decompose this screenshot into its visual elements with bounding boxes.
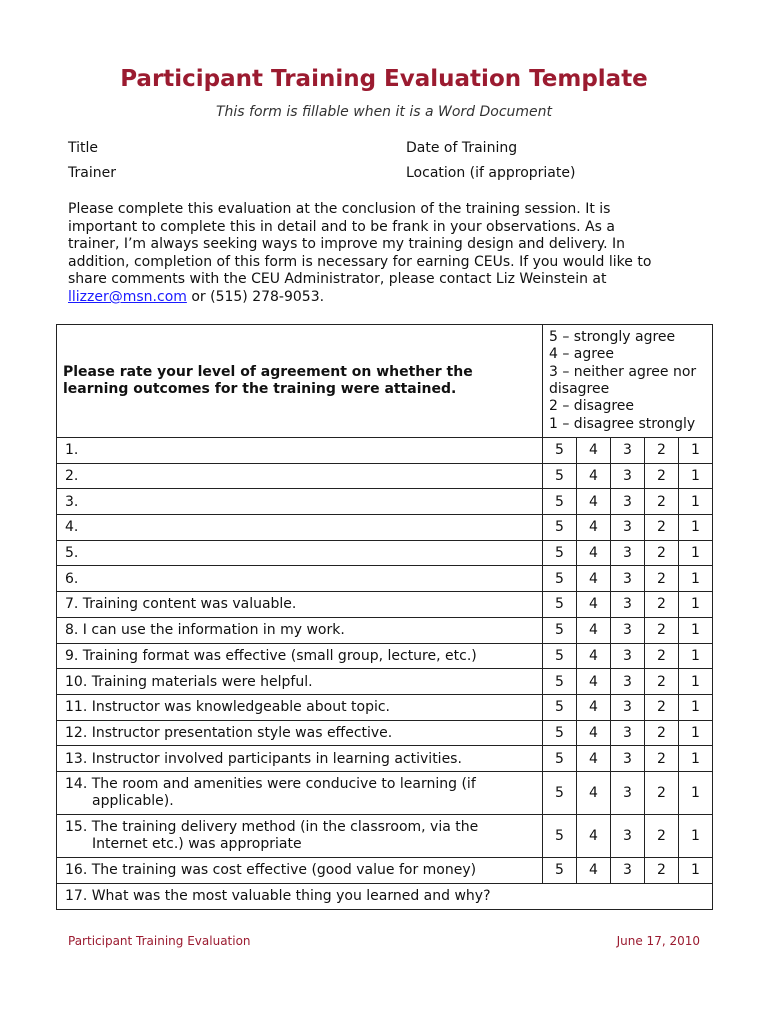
table-row bbox=[57, 463, 713, 489]
question-cell: 5. bbox=[57, 540, 543, 566]
rating-option[interactable]: 3 bbox=[611, 643, 645, 669]
question-text-continued: applicable). bbox=[92, 792, 174, 809]
rating-option[interactable]: 4 bbox=[577, 771, 611, 814]
rating-option[interactable]: 4 bbox=[577, 814, 611, 857]
question-cell: 13. Instructor involved participants in learning activities. bbox=[57, 746, 543, 772]
rating-scale-legend bbox=[543, 325, 713, 438]
rating-option[interactable]: 3 bbox=[611, 771, 645, 814]
title-field-label: Title bbox=[68, 140, 99, 156]
question-cell: 4. bbox=[57, 515, 543, 541]
question-cell: 8. I can use the information in my work. bbox=[57, 617, 543, 643]
table-row bbox=[57, 592, 713, 618]
rating-option[interactable]: 4 bbox=[577, 489, 611, 515]
scale-item: 4 – agree bbox=[549, 346, 614, 363]
question-cell: 16. The training was cost effective (good value for money) bbox=[57, 857, 543, 883]
rating-option[interactable]: 2 bbox=[645, 489, 679, 515]
rating-option[interactable]: 3 bbox=[611, 746, 645, 772]
rating-option[interactable]: 5 bbox=[543, 746, 577, 772]
rating-option[interactable]: 5 bbox=[543, 566, 577, 592]
scale-item: 3 – neither agree nor disagree bbox=[549, 363, 697, 397]
rating-option[interactable]: 4 bbox=[577, 463, 611, 489]
question-cell: 3. bbox=[57, 489, 543, 515]
rating-option[interactable]: 1 bbox=[679, 746, 713, 772]
question-text-continued: Internet etc.) was appropriate bbox=[92, 835, 302, 852]
table-body bbox=[57, 438, 713, 884]
table-row bbox=[57, 643, 713, 669]
rating-option[interactable]: 1 bbox=[679, 643, 713, 669]
table-row bbox=[57, 489, 713, 515]
question-cell: 1. bbox=[57, 438, 543, 464]
rating-option[interactable]: 3 bbox=[611, 694, 645, 720]
scale-item: 5 – strongly agree bbox=[549, 328, 676, 345]
table-row bbox=[57, 857, 713, 883]
rating-option[interactable]: 1 bbox=[679, 617, 713, 643]
question-cell: 7. Training content was valuable. bbox=[57, 592, 543, 618]
rating-option[interactable]: 2 bbox=[645, 746, 679, 772]
rating-option[interactable]: 1 bbox=[679, 489, 713, 515]
rating-option[interactable]: 5 bbox=[543, 669, 577, 695]
rating-option[interactable]: 4 bbox=[577, 617, 611, 643]
table-row bbox=[57, 814, 713, 857]
rating-option[interactable]: 2 bbox=[645, 566, 679, 592]
final-question-row bbox=[57, 883, 713, 909]
rating-instructions: Please rate your level of agreement on whether the learning outcomes for the training were attained. bbox=[57, 325, 543, 438]
table-row bbox=[57, 617, 713, 643]
rating-option[interactable]: 3 bbox=[611, 592, 645, 618]
question-cell: 11. Instructor was knowledgeable about topic. bbox=[57, 694, 543, 720]
table-row bbox=[57, 566, 713, 592]
table-row bbox=[57, 669, 713, 695]
rating-option[interactable]: 5 bbox=[543, 617, 577, 643]
table-row bbox=[57, 438, 713, 464]
rating-option[interactable]: 2 bbox=[645, 617, 679, 643]
rating-option[interactable]: 1 bbox=[679, 720, 713, 746]
rating-option[interactable]: 5 bbox=[543, 540, 577, 566]
rating-option[interactable]: 4 bbox=[577, 515, 611, 541]
rating-option[interactable]: 3 bbox=[611, 515, 645, 541]
final-question-text[interactable]: 17. What was the most valuable thing you learned and why? bbox=[57, 883, 713, 909]
rating-option[interactable]: 5 bbox=[543, 463, 577, 489]
evaluation-table bbox=[56, 324, 713, 910]
rating-option[interactable]: 2 bbox=[645, 592, 679, 618]
rating-option[interactable]: 4 bbox=[577, 438, 611, 464]
table-row bbox=[57, 515, 713, 541]
rating-option[interactable]: 2 bbox=[645, 720, 679, 746]
rating-option[interactable]: 1 bbox=[679, 463, 713, 489]
rating-option[interactable]: 5 bbox=[543, 720, 577, 746]
table-row bbox=[57, 771, 713, 814]
rating-option[interactable]: 3 bbox=[611, 720, 645, 746]
contact-phone-text: or (515) 278-9053. bbox=[186, 288, 325, 305]
footer-date: June 17, 2010 bbox=[616, 934, 700, 948]
rating-option[interactable]: 2 bbox=[645, 515, 679, 541]
scale-item: 1 – disagree strongly bbox=[549, 415, 696, 432]
rating-option[interactable]: 2 bbox=[645, 814, 679, 857]
rating-option[interactable]: 1 bbox=[679, 857, 713, 883]
rating-option[interactable]: 5 bbox=[543, 857, 577, 883]
rating-option[interactable]: 5 bbox=[543, 438, 577, 464]
rating-option[interactable]: 4 bbox=[577, 720, 611, 746]
rating-option[interactable]: 1 bbox=[679, 515, 713, 541]
rating-option[interactable]: 1 bbox=[679, 669, 713, 695]
rating-option[interactable]: 3 bbox=[611, 566, 645, 592]
rating-option[interactable]: 2 bbox=[645, 669, 679, 695]
question-cell bbox=[57, 771, 543, 814]
page-title: Participant Training Evaluation Template bbox=[120, 66, 648, 92]
rating-option[interactable]: 2 bbox=[645, 463, 679, 489]
rating-option[interactable]: 4 bbox=[577, 540, 611, 566]
rating-option[interactable]: 3 bbox=[611, 857, 645, 883]
rating-option[interactable]: 5 bbox=[543, 515, 577, 541]
intro-paragraph bbox=[68, 201, 668, 307]
question-cell: 6. bbox=[57, 566, 543, 592]
table-row bbox=[57, 540, 713, 566]
page-subtitle: This form is fillable when it is a Word Document bbox=[215, 104, 553, 120]
rating-option[interactable]: 4 bbox=[577, 643, 611, 669]
rating-option[interactable]: 4 bbox=[577, 857, 611, 883]
rating-option[interactable]: 5 bbox=[543, 489, 577, 515]
rating-option[interactable]: 3 bbox=[611, 669, 645, 695]
rating-option[interactable]: 1 bbox=[679, 814, 713, 857]
rating-option[interactable]: 2 bbox=[645, 643, 679, 669]
rating-option[interactable]: 3 bbox=[611, 540, 645, 566]
rating-option[interactable]: 5 bbox=[543, 643, 577, 669]
question-text: 14. The room and amenities were conducive to learning (if bbox=[65, 775, 476, 792]
rating-option[interactable]: 4 bbox=[577, 592, 611, 618]
rating-option[interactable]: 1 bbox=[679, 592, 713, 618]
table-row bbox=[57, 720, 713, 746]
rating-option[interactable]: 1 bbox=[679, 694, 713, 720]
rating-option[interactable]: 3 bbox=[611, 489, 645, 515]
table-row bbox=[57, 694, 713, 720]
scale-item: 2 – disagree bbox=[549, 398, 635, 415]
rating-option[interactable]: 4 bbox=[577, 746, 611, 772]
footer-title: Participant Training Evaluation bbox=[68, 934, 251, 948]
table-row bbox=[57, 746, 713, 772]
rating-option[interactable]: 5 bbox=[543, 814, 577, 857]
rating-option[interactable]: 3 bbox=[611, 438, 645, 464]
question-cell: 2. bbox=[57, 463, 543, 489]
rating-option[interactable]: 2 bbox=[645, 438, 679, 464]
rating-option[interactable]: 3 bbox=[611, 814, 645, 857]
rating-option[interactable]: 2 bbox=[645, 857, 679, 883]
rating-option[interactable]: 1 bbox=[679, 566, 713, 592]
question-cell: 9. Training format was effective (small group, lecture, etc.) bbox=[57, 643, 543, 669]
rating-option[interactable]: 5 bbox=[543, 694, 577, 720]
rating-option[interactable]: 4 bbox=[577, 566, 611, 592]
table-header-row bbox=[57, 325, 713, 438]
rating-option[interactable]: 1 bbox=[679, 438, 713, 464]
question-cell: 12. Instructor presentation style was effective. bbox=[57, 720, 543, 746]
rating-option[interactable]: 3 bbox=[611, 463, 645, 489]
rating-option[interactable]: 4 bbox=[577, 669, 611, 695]
question-text: 15. The training delivery method (in the classroom, via the bbox=[65, 818, 479, 835]
rating-option[interactable]: 2 bbox=[645, 771, 679, 814]
rating-option[interactable]: 5 bbox=[543, 771, 577, 814]
rating-option[interactable]: 5 bbox=[543, 592, 577, 618]
date-field-label: Date of Training bbox=[406, 140, 518, 156]
rating-option[interactable]: 1 bbox=[679, 540, 713, 566]
question-cell: 10. Training materials were helpful. bbox=[57, 669, 543, 695]
rating-option[interactable]: 1 bbox=[679, 771, 713, 814]
rating-option[interactable]: 2 bbox=[645, 540, 679, 566]
question-cell bbox=[57, 814, 543, 857]
trainer-field-label: Trainer bbox=[68, 165, 116, 181]
rating-option[interactable]: 4 bbox=[577, 694, 611, 720]
rating-option[interactable]: 3 bbox=[611, 617, 645, 643]
intro-text: Please complete this evaluation at the conclusion of the training session. It is important to complete this in detail and to be frank in your observations. As a trainer, I’m always seeking ways to improve my training design and delivery. In addition, completion of this form is necessary for earning CEUs. If you would like to share comments with the CEU Administrator, please contact Liz Weinstein at bbox=[68, 201, 652, 288]
rating-option[interactable]: 2 bbox=[645, 694, 679, 720]
location-field-label: Location (if appropriate) bbox=[406, 165, 576, 181]
contact-email-link[interactable]: llizzer@msn.com bbox=[68, 288, 187, 305]
